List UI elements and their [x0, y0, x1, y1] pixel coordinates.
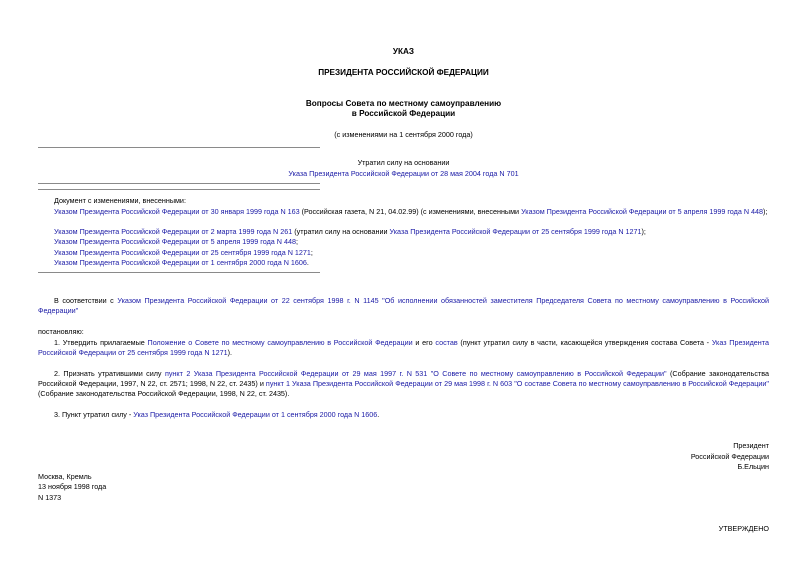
- divider: [38, 272, 320, 273]
- punctuation: );: [641, 227, 646, 236]
- paragraph-text: и его: [412, 338, 436, 347]
- composition-link[interactable]: состав: [435, 338, 458, 347]
- change-item: [54, 258, 309, 268]
- amendment-link[interactable]: Указом Президента Российской Федерации от 5 апреля 1999 года N 448: [54, 237, 296, 246]
- amendment-link[interactable]: Указом Президента Российской Федерации от 1 сентября 2000 года N 1606: [54, 258, 307, 267]
- change-item: [54, 237, 298, 247]
- punctuation: ;: [310, 248, 313, 257]
- amendment-note: (Российская газета, N 21, 04.02.99) (с изменениями, внесенными: [299, 207, 522, 216]
- change-item: [54, 227, 646, 237]
- divider: [38, 183, 320, 184]
- repeal-basis: [0, 169, 807, 178]
- punctuation: .: [377, 410, 380, 419]
- paragraph-text: (Собрание законодательства Российской Федерации, 1997, N 22, ст. 2571; 1998, N 22, ст. 2435) и: [38, 369, 769, 388]
- change-item: [38, 207, 769, 217]
- subject-line-2: в Российской Федерации: [351, 109, 456, 118]
- punctuation: );: [763, 207, 768, 216]
- amendment-link[interactable]: Указом Президента Российской Федерации от 2 марта 1999 года N 261: [54, 227, 293, 236]
- paragraph-text: (Собрание законодательства Российской Федерации, 1998, N 22, ст. 2435).: [38, 389, 290, 398]
- divider: [38, 189, 320, 190]
- signature-name: Б.Ельцин: [737, 462, 769, 471]
- paragraph-text: 3. Пункт утратил силу -: [54, 410, 134, 419]
- date-line: 13 ноября 1998 года: [38, 482, 107, 491]
- amendment-link[interactable]: Указа Президента Российской Федерации от 25 сентября 1999 года N 1271: [389, 227, 642, 236]
- paragraph-2: [38, 369, 769, 399]
- paragraph-text: 1. Утвердить прилагаемые: [54, 338, 148, 347]
- amended-note: (с изменениями на 1 сентября 2000 года): [334, 130, 473, 139]
- divider: [38, 147, 320, 148]
- paragraph-text: (пункт утратил силу в части, касающейся утверждения состава Совета -: [457, 338, 712, 347]
- document-subtitle: ПРЕЗИДЕНТА РОССИЙСКОЙ ФЕДЕРАЦИИ: [318, 68, 489, 77]
- punctuation: .: [306, 258, 309, 267]
- decree-link[interactable]: Указ Президента Российской Федерации от 25 сентября 1999 года N 1271: [38, 338, 769, 357]
- regulation-link[interactable]: Положение о Совете по местному самоуправлению в Российской Федерации: [147, 338, 413, 347]
- paragraph-text: 2. Признать утратившими силу: [54, 369, 165, 378]
- signature-title: Президент: [733, 441, 769, 450]
- decree-word: постановляю:: [38, 327, 84, 336]
- paragraph-1: [38, 338, 769, 358]
- decree-link[interactable]: Указом Президента Российской Федерации от 22 сентября 1998 г. N 1145 "Об исполнении обязанностей заместителя Председателя Совета по местному самоуправлению в Российской Федерации": [38, 296, 769, 315]
- place-line: Москва, Кремль: [38, 472, 92, 481]
- change-item: [54, 248, 313, 258]
- repeal-label: Утратил силу на основании: [357, 158, 450, 167]
- document-title: УКАЗ: [392, 47, 415, 56]
- amendment-link[interactable]: Указом Президента Российской Федерации от 30 января 1999 года N 163: [54, 207, 300, 216]
- signature-country: Российской Федерации: [690, 452, 769, 461]
- punctuation: ;: [295, 237, 298, 246]
- approved-label: УТВЕРЖДЕНО: [718, 524, 769, 533]
- document-number: N 1373: [38, 493, 62, 502]
- amendment-link[interactable]: Указом Президента Российской Федерации от 25 сентября 1999 года N 1271: [54, 248, 311, 257]
- decree-link[interactable]: Указ Президента Российской Федерации от 1 сентября 2000 года N 1606: [133, 410, 378, 419]
- paragraph-3: [54, 410, 379, 420]
- changes-intro: Документ с изменениями, внесенными:: [54, 196, 186, 205]
- paragraph-preamble: [38, 296, 769, 316]
- subject-line-1: Вопросы Совета по местному самоуправлению: [305, 99, 502, 108]
- punctuation: ).: [227, 348, 232, 357]
- amendment-link[interactable]: Указом Президента Российской Федерации от 5 апреля 1999 года N 448: [521, 207, 764, 216]
- amendment-note: (утратил силу на основании: [292, 227, 390, 236]
- paragraph-text: В соответствии с: [54, 296, 118, 305]
- repeal-link[interactable]: Указа Президента Российской Федерации от 28 мая 2004 года N 701: [288, 169, 519, 178]
- decree-link[interactable]: пункт 2 Указа Президента Российской Федерации от 29 мая 1997 г. N 531 "О Совете по местному самоуправлению в Российской Федерации": [164, 369, 667, 378]
- decree-link[interactable]: пункт 1 Указа Президента Российской Федерации от 29 мая 1998 г. N 603 "О составе Совета по местному самоуправлению в Российской Федерации": [265, 379, 769, 388]
